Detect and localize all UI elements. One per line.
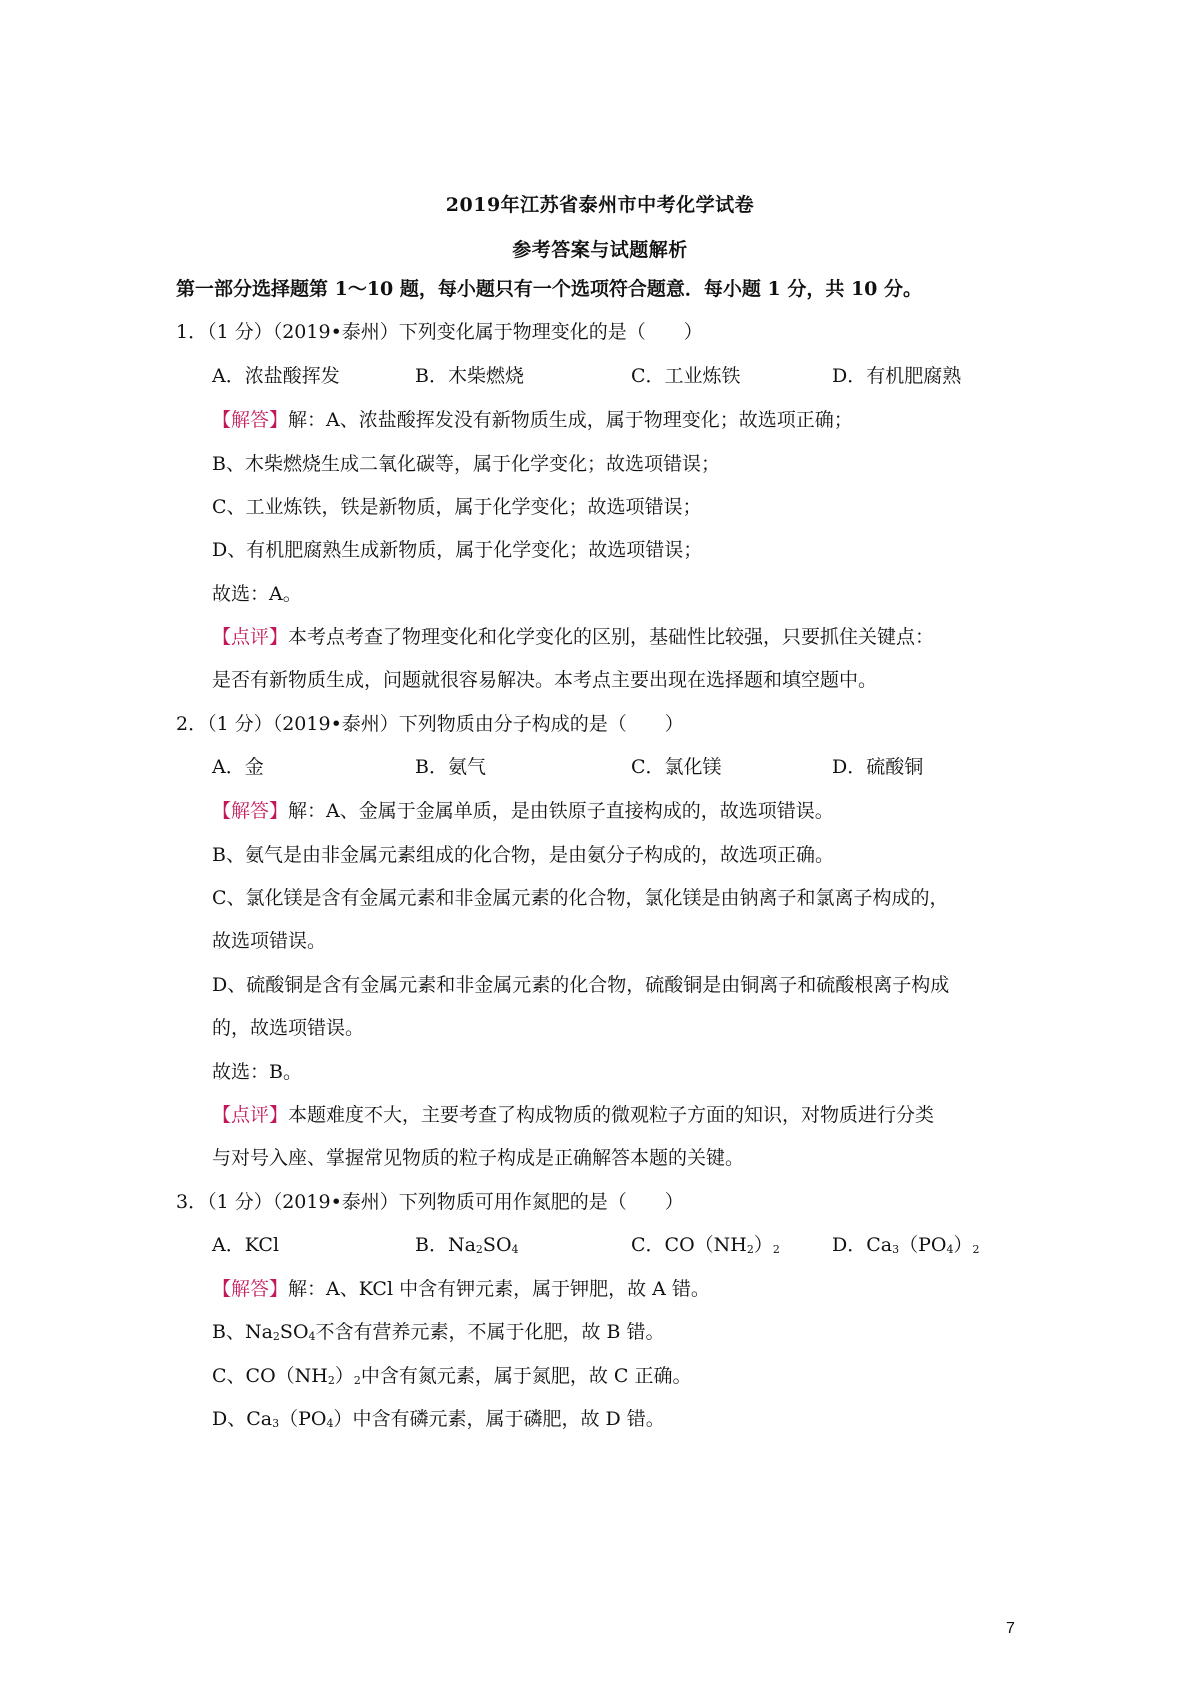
question-1-answer-line-5: 故选：A。 bbox=[212, 583, 302, 605]
question-2-option-c: C．氯化镁 bbox=[631, 756, 722, 778]
question-3-option-b: B．$Na_2SO_4$ bbox=[415, 1234, 519, 1256]
question-1-option-d: D．有机肥腐熟 bbox=[832, 365, 962, 387]
question-2-comment-line-2: 与对号入座、掌握常见物质的粒子构成是正确解答本题的关键。 bbox=[212, 1147, 745, 1169]
question-2-answer-line-5: D、硫酸铜是含有金属元素和非金属元素的化合物，硫酸铜是由铜离子和硫酸根离子构成 bbox=[212, 974, 950, 996]
question-1-option-b: B．木柴燃烧 bbox=[415, 365, 524, 387]
page-number: 7 bbox=[1006, 1620, 1015, 1637]
question-2-answer-line-2: B、氨气是由非金属元素组成的化合物，是由氨分子构成的，故选项正确。 bbox=[212, 844, 834, 866]
question-2-answer-line-7: 故选：B。 bbox=[212, 1061, 302, 1083]
question-3-answer-line-4: D、$Ca_3(PO_4)$中含有磷元素，属于磷肥，故 D 错。 bbox=[212, 1408, 665, 1430]
question-2-answer-line-1 bbox=[212, 799, 834, 823]
answer-tag: 【解答】 bbox=[212, 800, 289, 822]
question-2-option-a: A．金 bbox=[212, 756, 264, 778]
question-2-answer-line-3: C、氯化镁是含有金属元素和非金属元素的化合物，氯化镁是由钠离子和氯离子构成的， bbox=[212, 887, 949, 909]
comment-tag: 【点评】 bbox=[212, 1104, 289, 1126]
comment-text: 本题难度不大，主要考查了构成物质的微观粒子方面的知识，对物质进行分类 bbox=[288, 1104, 935, 1126]
question-2-option-d: D．硫酸铜 bbox=[832, 756, 924, 778]
question-3-answer-line-2: B、$Na_2SO_4$不含有营养元素，不属于化肥，故 B 错。 bbox=[212, 1321, 665, 1343]
answer-text: 解：A、金属于金属单质，是由铁原子直接构成的，故选项错误。 bbox=[288, 800, 834, 822]
comment-tag: 【点评】 bbox=[212, 626, 289, 648]
question-3-answer-line-3: C、$CO(NH_2)_2$中含有氮元素，属于氮肥，故 C 正确。 bbox=[212, 1365, 692, 1387]
document-subtitle: 参考答案与试题解析 bbox=[512, 239, 688, 261]
section-heading: 第一部分选择题第 1～10 题，每小题只有一个选项符合题意．每小题 1 分，共 10 分。 bbox=[176, 278, 923, 300]
question-3-option-c: C．$CO(NH_2)_2$ bbox=[631, 1234, 780, 1256]
question-3-option-a: A．KCl bbox=[212, 1234, 280, 1256]
question-1-answer-line-4: D、有机肥腐熟生成新物质，属于化学变化；故选项错误； bbox=[212, 539, 703, 561]
document-title: 2019年江苏省泰州市中考化学试卷 bbox=[445, 194, 755, 216]
question-1-option-c: C．工业炼铁 bbox=[631, 365, 741, 387]
answer-tag: 【解答】 bbox=[212, 409, 289, 431]
comment-text: 本考点考查了物理变化和化学变化的区别，基础性比较强，只要抓住关键点： bbox=[288, 626, 935, 648]
question-1-comment-line-1 bbox=[212, 625, 934, 649]
question-1-stem: 1．（1 分）（2019•泰州）下列变化属于物理变化的是（ ） bbox=[176, 321, 703, 343]
question-2-stem: 2．（1 分）（2019•泰州）下列物质由分子构成的是（ ） bbox=[176, 713, 684, 735]
answer-text: 解：A、KCl 中含有钾元素，属于钾肥，故 A 错。 bbox=[288, 1278, 710, 1300]
question-3-stem: 3．（1 分）（2019•泰州）下列物质可用作氮肥的是（ ） bbox=[176, 1191, 684, 1213]
question-1-comment-line-2: 是否有新物质生成，问题就很容易解决。本考点主要出现在选择题和填空题中。 bbox=[212, 669, 878, 691]
answer-text: 解：A、浓盐酸挥发没有新物质生成，属于物理变化；故选项正确； bbox=[288, 409, 853, 431]
question-2-option-b: B．氨气 bbox=[415, 756, 486, 778]
question-1-answer-line-3: C、工业炼铁，铁是新物质，属于化学变化；故选项错误； bbox=[212, 496, 702, 518]
question-2-comment-line-1 bbox=[212, 1103, 934, 1127]
question-2-answer-line-6: 的，故选项错误。 bbox=[212, 1017, 365, 1039]
answer-tag: 【解答】 bbox=[212, 1278, 289, 1300]
question-1-answer-line-1 bbox=[212, 408, 853, 432]
question-3-answer-line-1 bbox=[212, 1277, 710, 1301]
question-3-option-d: D．$Ca_3(PO_4)_2$ bbox=[832, 1234, 980, 1256]
question-1-answer-line-2: B、木柴燃烧生成二氧化碳等，属于化学变化；故选项错误； bbox=[212, 453, 720, 475]
question-1-option-a: A．浓盐酸挥发 bbox=[212, 365, 340, 387]
question-2-answer-line-4: 故选项错误。 bbox=[212, 930, 327, 952]
